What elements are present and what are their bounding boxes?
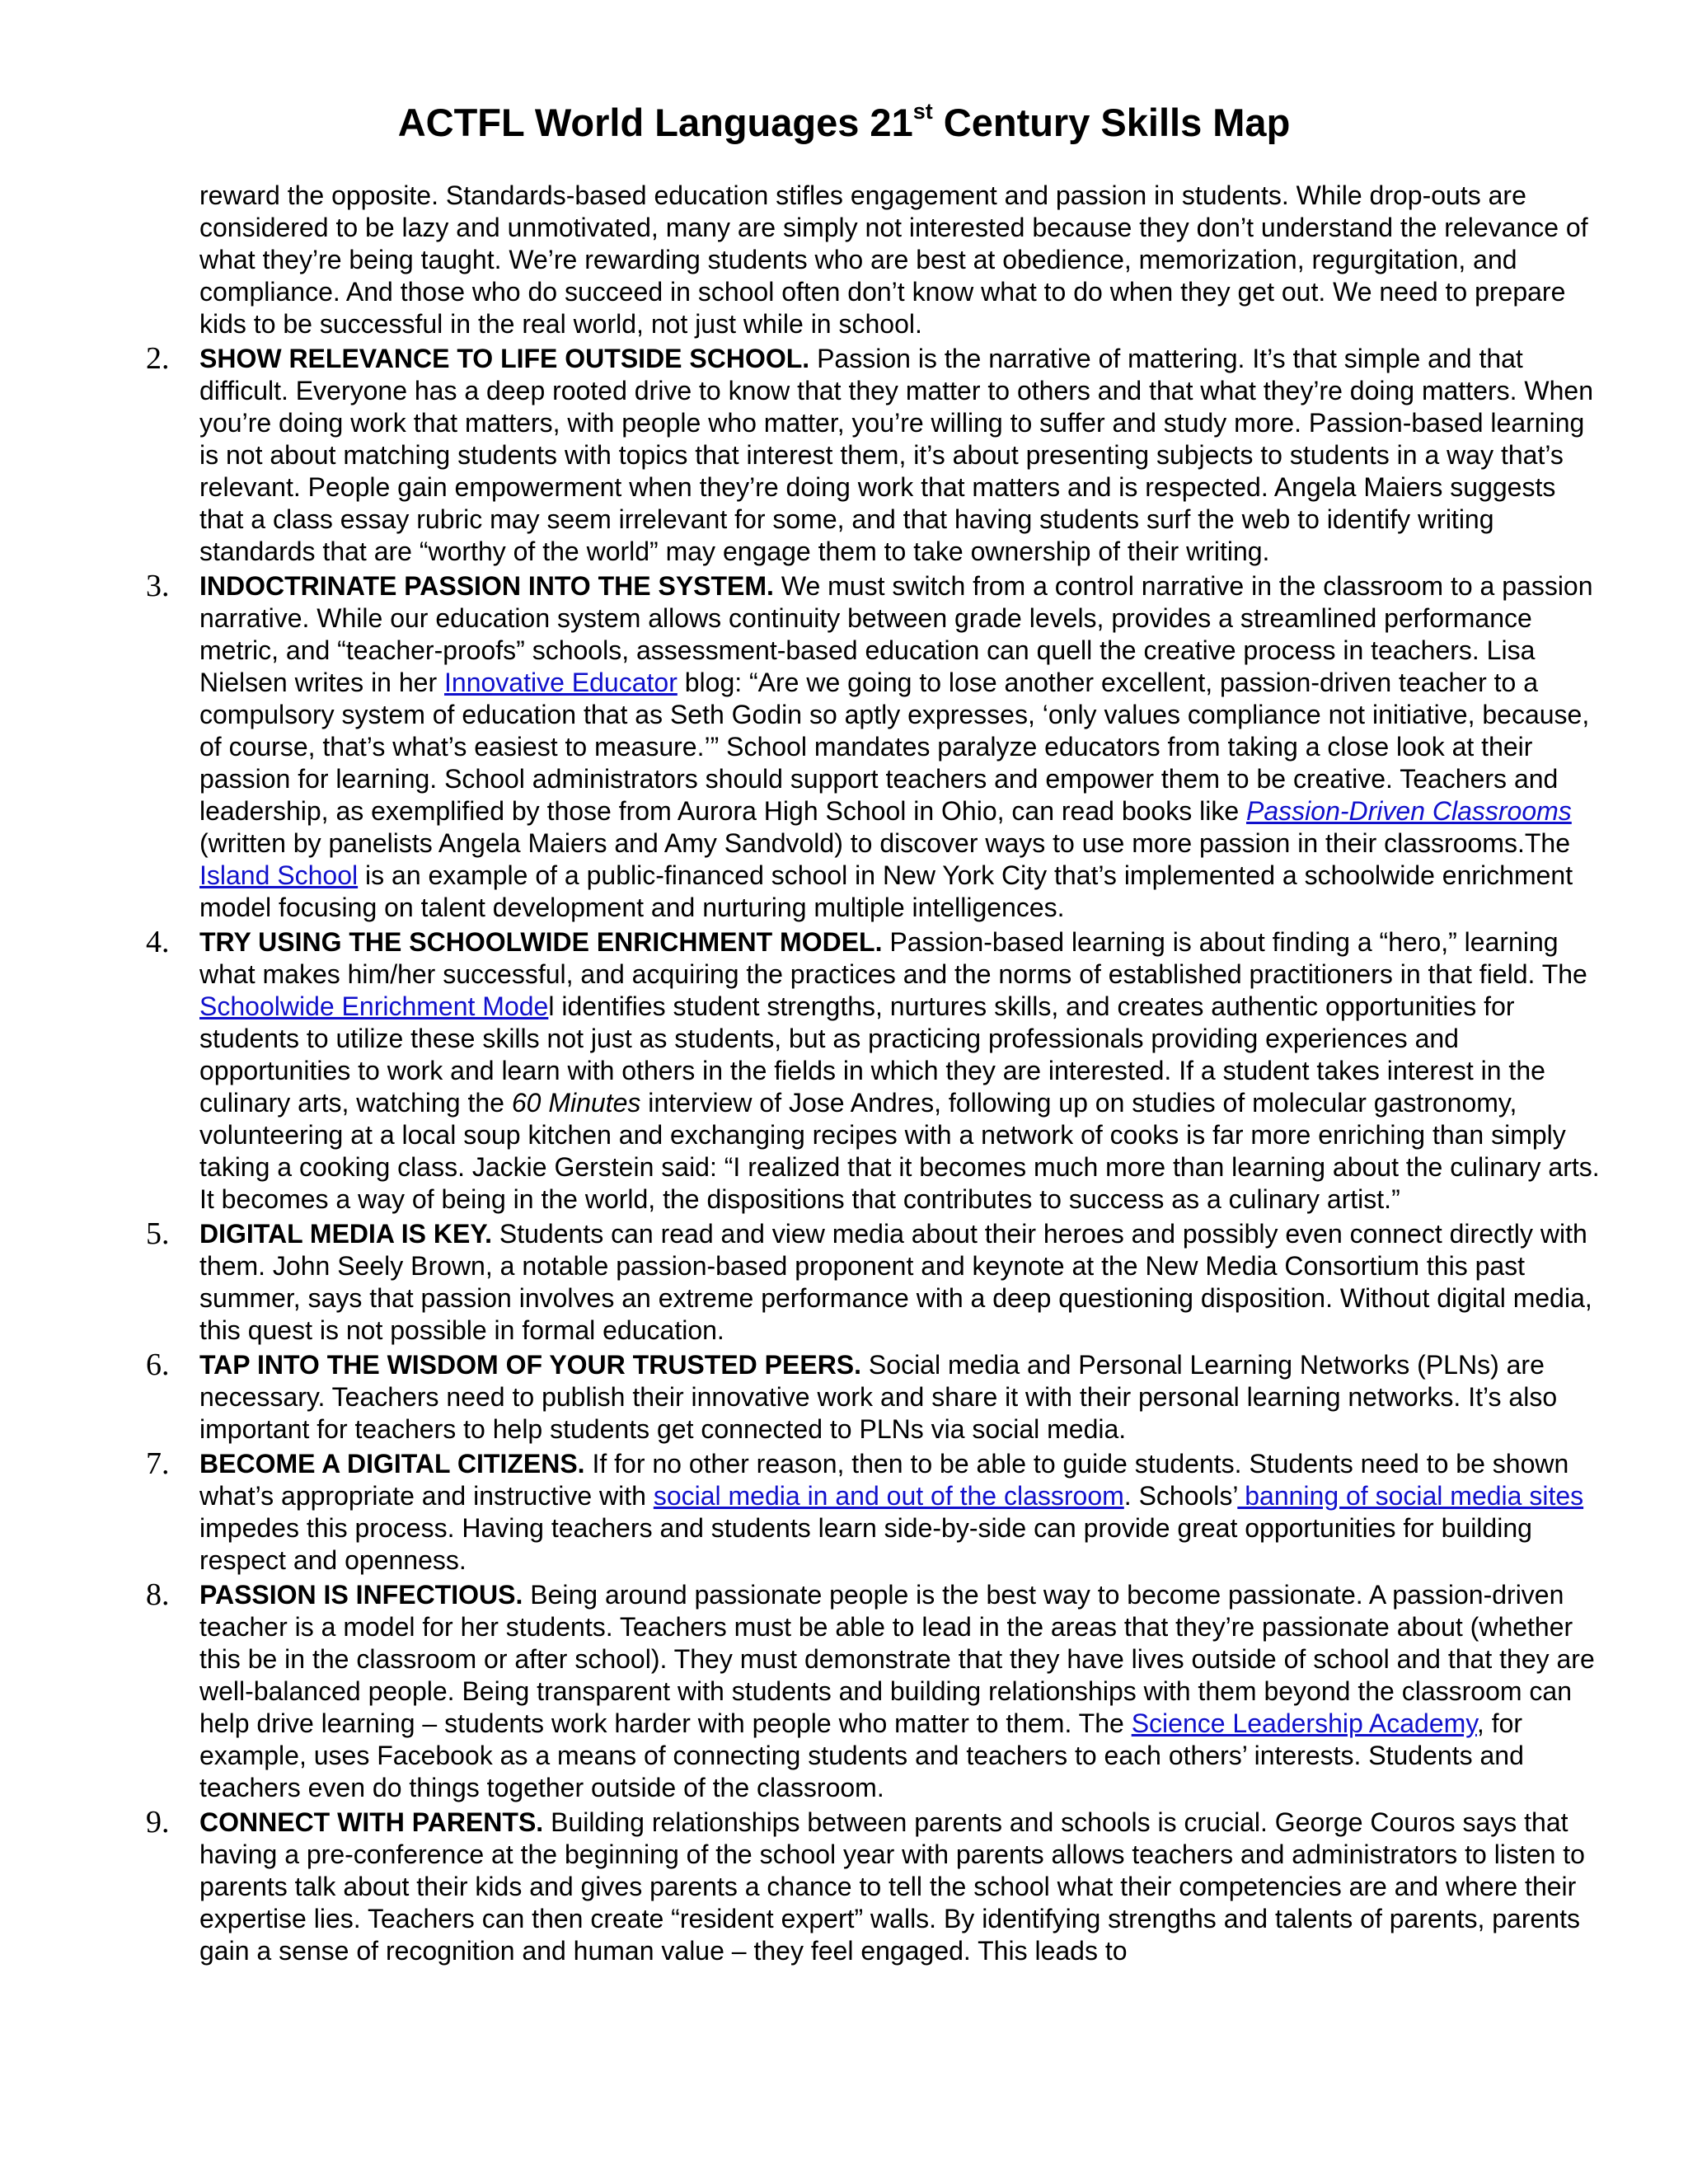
item-heading: DIGITAL MEDIA IS KEY. bbox=[199, 1219, 492, 1249]
item-text: , for example, uses Facebook as a means of connecting students and teachers to each others’ interests. Students and teachers even do things together outside of the classroom. bbox=[199, 1708, 1524, 1802]
item-text: blog: “Are we going to lose another excellent, passion-driven teacher to a compulsory system of education that as Seth Godin so aptly expresses, ‘only values compliance not initiative, because, of course, that’s what’s easiest to measure.’” School mandates paralyze educators from taking a close look at their passion for learning. School administrators should support teachers and empower them to be creative. Teachers and leadership, as exemplified by those from Aurora High School in Ohio, can read books like bbox=[199, 668, 1590, 826]
item-text: (written by panelists Angela Maiers and Amy Sandvold) to discover ways to use more passion in their classrooms.The bbox=[199, 828, 1570, 858]
item-text: l identifies student strengths, nurtures skills, and creates authentic opportunities for students to utilize these skills not just as students, but as practicing professionals providing experiences and opportunities to work and learn with others in the fields in which they are interested. If a student takes interest in the culinary arts, watching the bbox=[199, 991, 1545, 1118]
document-body bbox=[146, 180, 1601, 1970]
item-text: Being around passionate people is the best way to become passionate. A passion-driven teacher is a model for her students. Teachers must be able to lead in the areas that they’re passionate about (whether this be in the classroom or after school). They must demonstrate that they have lives outside of school and that they are well-balanced people. Being transparent with students and building relationships with them beyond the classroom can help drive learning – students work harder with people who matter to them. The bbox=[199, 1580, 1595, 1738]
item-text: Social media and Personal Learning Networks (PLNs) are necessary. Teachers need to publish their innovative work and share it with their personal learning networks. It’s also important for teachers to help students get connected to PLNs via social media. bbox=[199, 1350, 1558, 1444]
item-text: Students can read and view media about their heroes and possibly even connect directly with them. John Seely Brown, a notable passion-based proponent and keynote at the New Media Consortium this past summer, says that passion involves an extreme performance with a deep questioning disposition. Without digital media, this quest is not possible in formal education. bbox=[199, 1219, 1592, 1345]
title-main: ACTFL World Languages 21 bbox=[397, 101, 913, 144]
list-item-2 bbox=[146, 341, 1601, 568]
title-end: Century Skills Map bbox=[932, 101, 1291, 144]
item-heading: PASSION IS INFECTIOUS. bbox=[199, 1580, 523, 1610]
item-heading: TRY USING THE SCHOOLWIDE ENRICHMENT MODEL. bbox=[199, 927, 883, 957]
passion-driven-classrooms-link[interactable]: Passion-Driven Classrooms bbox=[1246, 796, 1572, 826]
list-number: 7. bbox=[146, 1446, 170, 1481]
item-text: Passion-based learning is about finding a “hero,” learning what makes him/her successful, and acquiring the practices and the norms of established practitioners in that field. The bbox=[199, 927, 1587, 989]
list-number: 6. bbox=[146, 1347, 170, 1382]
list-item-5 bbox=[146, 1216, 1601, 1347]
list-number: 5. bbox=[146, 1216, 170, 1251]
list-item-7 bbox=[146, 1446, 1601, 1577]
list-item-9 bbox=[146, 1805, 1601, 1967]
item-heading: INDOCTRINATE PASSION INTO THE SYSTEM. bbox=[199, 571, 774, 601]
schoolwide-enrichment-model-link[interactable]: Schoolwide Enrichment Mode bbox=[199, 991, 549, 1021]
item-text: is an example of a public-financed school in New York City that’s implemented a schoolwide enrichment model focusing on talent development and nurturing multiple intelligences. bbox=[199, 860, 1573, 922]
list-number: 4. bbox=[146, 925, 170, 959]
intro-paragraph: reward the opposite. Standards-based education stifles engagement and passion in students. While drop-outs are considered to be lazy and unmotivated, many are simply not interested because they don’t understand the relevance of what they’re being taught. We’re rewarding students who are best at obedience, memorization, regurgitation, and compliance. And those who do succeed in school often don’t know what to do when they get out. We need to prepare kids to be successful in the real world, not just while in school. bbox=[199, 180, 1588, 339]
item-text: . Schools’ bbox=[1123, 1481, 1238, 1511]
science-leadership-academy-link[interactable]: Science Leadership Academy bbox=[1131, 1708, 1477, 1738]
list-number: 2. bbox=[146, 341, 170, 376]
innovative-educator-link[interactable]: Innovative Educator bbox=[444, 668, 678, 697]
item-text: interview of Jose Andres, following up on studies of molecular gastronomy, volunteering at a local soup kitchen and exchanging recipes with a network of cooks is far more enriching than simply taking a cooking class. Jackie Gerstein said: “I realized that it becomes much more than learning about the culinary arts. It becomes a way of being in the world, the dispositions that contributes to success as a culinary artist.” bbox=[199, 1088, 1600, 1214]
list-item-6 bbox=[146, 1347, 1601, 1446]
page-title bbox=[0, 97, 1688, 148]
island-school-link[interactable]: Island School bbox=[199, 860, 359, 890]
item-text: Building relationships between parents and schools is crucial. George Couros says that having a pre-conference at the beginning of the school year with parents allows teachers and administrators to listen to parents talk about their kids and gives parents a chance to tell the school what their competencies are and where their expertise lies. Teachers can then create “resident expert” walls. By identifying strengths and talents of parents, parents gain a sense of recognition and human value – they feel engaged. This leads to bbox=[199, 1807, 1585, 1966]
title-superscript: st bbox=[912, 99, 933, 124]
item-text: impedes this process. Having teachers and students learn side-by-side can provide great opportunities for building respect and openness. bbox=[199, 1513, 1532, 1575]
item-heading: TAP INTO THE WISDOM OF YOUR TRUSTED PEERS. bbox=[199, 1350, 862, 1380]
item-heading: CONNECT WITH PARENTS. bbox=[199, 1807, 544, 1837]
list-number: 3. bbox=[146, 569, 170, 603]
list-item-3 bbox=[146, 569, 1601, 924]
italic-title: 60 Minutes bbox=[511, 1088, 641, 1118]
item-text: We must switch from a control narrative in the classroom to a passion narrative. While our education system allows continuity between grade levels, provides a streamlined performance metric, and “teacher-proofs” schools, assessment-based education can quell the creative process in teachers. Lisa Nielsen writes in her bbox=[199, 571, 1593, 697]
list-number: 8. bbox=[146, 1577, 170, 1612]
item-text: If for no other reason, then to be able to guide students. Students need to be shown what’s appropriate and instructive with bbox=[199, 1449, 1569, 1511]
social-media-classroom-link[interactable]: social media in and out of the classroom bbox=[653, 1481, 1124, 1511]
item-heading: BECOME A DIGITAL CITIZENS. bbox=[199, 1449, 585, 1479]
item-heading: SHOW RELEVANCE TO LIFE OUTSIDE SCHOOL. bbox=[199, 344, 810, 373]
item-text: Passion is the narrative of mattering. It’s that simple and that difficult. Everyone has a deep rooted drive to know that they matter to others and that what they’re doing matters. When you’re doing work that matters, with people who matter, you’re willing to suffer and study more. Passion-based learning is not about matching students with topics that interest them, it’s about presenting subjects to students in a way that’s relevant. People gain empowerment when they’re doing work that matters and is respected. Angela Maiers suggests that a class essay rubric may seem irrelevant for some, and that having students surf the web to identify writing standards that are “worthy of the world” may engage them to take ownership of their writing. bbox=[199, 344, 1594, 566]
list-item-8 bbox=[146, 1577, 1601, 1804]
list-item-4 bbox=[146, 925, 1601, 1216]
banning-social-media-link[interactable]: banning of social media sites bbox=[1237, 1481, 1584, 1511]
list-number: 9. bbox=[146, 1805, 170, 1840]
